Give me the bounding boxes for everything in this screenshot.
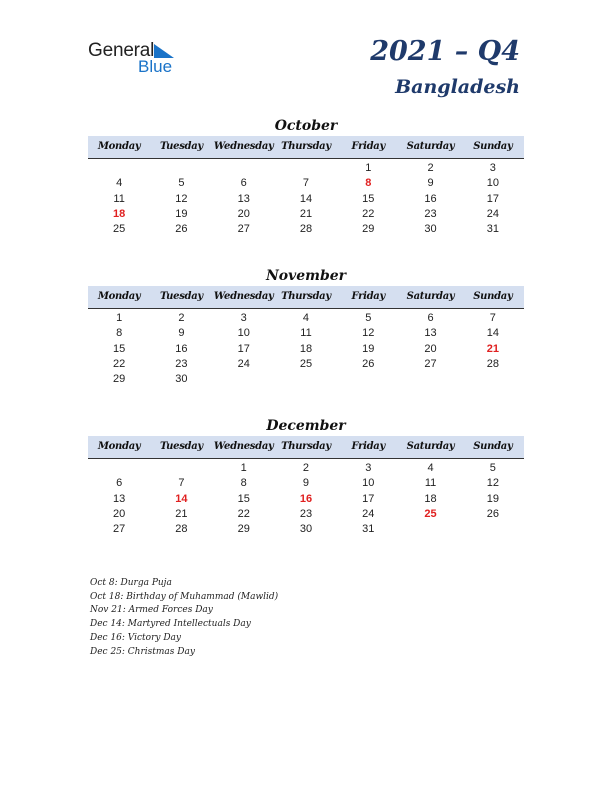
month-december xyxy=(88,416,524,537)
day-cell: 19 xyxy=(362,342,375,355)
day-cell: 30 xyxy=(299,523,313,536)
month-november xyxy=(88,266,524,387)
day-cell: 20 xyxy=(424,342,437,355)
day-cell: 16 xyxy=(175,342,188,355)
empty-day-cell xyxy=(213,372,275,387)
country-subtitle: Bangladesh xyxy=(395,76,520,98)
day-cell: 9 xyxy=(302,477,310,490)
day-cell: 22 xyxy=(113,357,126,370)
month-name: December xyxy=(266,418,346,434)
day-cell: 23 xyxy=(424,207,437,220)
holiday-note: Dec 16: Victory Day xyxy=(90,632,181,643)
weekday-label: Wednesday xyxy=(213,291,274,302)
day-cell: 24 xyxy=(486,207,499,220)
weekday-label: Friday xyxy=(351,441,385,452)
day-cell: 29 xyxy=(237,523,250,536)
day-cell: 17 xyxy=(486,192,499,205)
empty-day-cell xyxy=(150,461,212,476)
empty-day-cell xyxy=(275,161,337,176)
week-row xyxy=(88,176,524,191)
day-cell: 2 xyxy=(178,312,185,324)
day-cell: 7 xyxy=(302,177,310,190)
month-name: November xyxy=(265,268,347,284)
day-cell: 10 xyxy=(362,477,375,490)
weekday-label: Monday xyxy=(97,291,141,302)
day-cell: 3 xyxy=(240,312,247,324)
week-row xyxy=(88,342,524,357)
logo-flag-icon xyxy=(154,44,174,58)
day-cell: 14 xyxy=(299,192,313,205)
weekday-label: Friday xyxy=(351,141,385,152)
weekday-label: Tuesday xyxy=(159,141,203,152)
logo-text-general: General xyxy=(88,40,155,61)
weekday-label: Thursday xyxy=(281,291,331,302)
day-cell: 27 xyxy=(424,357,437,370)
day-cell: 29 xyxy=(113,373,126,386)
day-cell: 3 xyxy=(489,162,496,174)
weekday-label: Sunday xyxy=(473,141,513,152)
day-cell: 6 xyxy=(240,177,247,190)
day-cell: 15 xyxy=(113,342,126,355)
day-cell: 17 xyxy=(362,492,375,505)
day-cell: 5 xyxy=(365,312,372,324)
day-cell: 1 xyxy=(240,462,247,474)
day-cell: 14 xyxy=(486,327,499,340)
day-cell: 27 xyxy=(237,223,250,236)
day-cell: 24 xyxy=(237,357,250,370)
day-cell: 15 xyxy=(362,192,375,205)
day-cell: 5 xyxy=(489,462,496,474)
empty-day-cell xyxy=(150,161,212,176)
day-cell: 19 xyxy=(175,207,188,220)
day-cell: 25 xyxy=(113,223,126,236)
day-cell: 15 xyxy=(237,492,250,505)
empty-day-cell xyxy=(337,372,399,387)
weekday-label: Thursday xyxy=(281,441,331,452)
day-cell: 3 xyxy=(365,462,372,474)
week-row xyxy=(88,207,524,222)
weekday-label: Tuesday xyxy=(159,291,203,302)
day-cell: 4 xyxy=(427,462,434,474)
month-name: October xyxy=(274,118,338,134)
holiday-note: Nov 21: Armed Forces Day xyxy=(90,605,213,616)
day-cell: 13 xyxy=(237,192,250,205)
day-cell: 28 xyxy=(486,357,499,370)
weekday-label: Saturday xyxy=(406,141,455,152)
weekday-label: Saturday xyxy=(406,441,455,452)
page-title: 2021 – Q4 xyxy=(370,36,520,67)
week-row xyxy=(88,492,524,507)
week-row xyxy=(88,326,524,341)
day-cell: 8 xyxy=(240,477,247,490)
day-cell: 9 xyxy=(178,327,185,340)
day-cell: 4 xyxy=(302,312,310,324)
day-cell: 31 xyxy=(486,223,499,236)
day-cell: 29 xyxy=(362,223,375,236)
holiday-note: Dec 14: Martyred Intellectuals Day xyxy=(90,619,251,630)
weekday-label: Monday xyxy=(97,441,141,452)
day-cell: 30 xyxy=(175,373,188,386)
holiday-note: Oct 8: Durga Puja xyxy=(90,578,172,588)
day-cell: 11 xyxy=(424,477,437,490)
day-cell: 14 xyxy=(175,492,188,505)
day-cell: 25 xyxy=(424,507,437,520)
day-cell: 22 xyxy=(237,507,250,520)
day-cell: 19 xyxy=(486,492,499,505)
weekday-label: Monday xyxy=(97,141,141,152)
day-cell: 7 xyxy=(178,477,185,490)
weekday-label: Sunday xyxy=(473,291,513,302)
week-row xyxy=(88,507,524,522)
day-cell: 17 xyxy=(237,342,250,355)
day-cell: 8 xyxy=(365,177,372,190)
day-cell: 20 xyxy=(113,507,126,520)
day-cell: 27 xyxy=(113,523,126,536)
day-cell: 23 xyxy=(175,357,188,370)
day-cell: 12 xyxy=(486,477,499,490)
day-cell: 10 xyxy=(486,177,499,190)
day-cell: 26 xyxy=(362,357,375,370)
day-cell: 26 xyxy=(175,223,188,236)
empty-day-cell xyxy=(275,372,337,387)
week-row xyxy=(88,372,524,387)
day-cell: 18 xyxy=(113,207,126,220)
day-cell: 9 xyxy=(427,177,434,190)
day-cell: 28 xyxy=(299,223,313,236)
week-row xyxy=(88,357,524,372)
day-cell: 31 xyxy=(362,523,375,536)
weekday-label: Tuesday xyxy=(159,441,203,452)
day-cell: 21 xyxy=(486,342,499,355)
weekday-label: Thursday xyxy=(281,141,331,152)
day-cell: 16 xyxy=(424,192,437,205)
weekday-header xyxy=(88,436,524,459)
day-cell: 24 xyxy=(362,507,375,520)
week-row xyxy=(88,522,524,537)
empty-day-cell xyxy=(462,522,524,537)
day-cell: 2 xyxy=(427,162,434,174)
day-cell: 12 xyxy=(362,327,375,340)
day-cell: 1 xyxy=(365,162,372,174)
empty-day-cell xyxy=(399,372,461,387)
day-cell: 11 xyxy=(300,327,312,340)
weekday-label: Friday xyxy=(351,291,385,302)
day-cell: 11 xyxy=(113,192,125,205)
empty-day-cell xyxy=(462,372,524,387)
day-cell: 4 xyxy=(116,177,123,190)
day-cell: 7 xyxy=(489,312,496,324)
day-cell: 18 xyxy=(424,492,437,505)
day-cell: 6 xyxy=(427,312,434,324)
weekday-label: Sunday xyxy=(473,441,513,452)
week-row xyxy=(88,311,524,326)
empty-day-cell xyxy=(88,461,150,476)
day-cell: 25 xyxy=(299,357,313,370)
day-cell: 8 xyxy=(116,327,123,340)
day-cell: 1 xyxy=(116,312,123,324)
day-cell: 21 xyxy=(175,507,188,520)
day-cell: 16 xyxy=(299,492,313,505)
logo xyxy=(88,40,188,76)
empty-day-cell xyxy=(88,161,150,176)
day-cell: 21 xyxy=(299,207,313,220)
day-cell: 18 xyxy=(299,342,313,355)
weekday-header xyxy=(88,286,524,309)
week-row xyxy=(88,161,524,176)
week-row xyxy=(88,461,524,476)
holiday-note: Oct 18: Birthday of Muhammad (Mawlid) xyxy=(90,591,279,602)
weekday-label: Saturday xyxy=(406,291,455,302)
day-cell: 13 xyxy=(424,327,437,340)
day-cell: 23 xyxy=(299,507,313,520)
empty-day-cell xyxy=(213,161,275,176)
day-cell: 22 xyxy=(362,207,375,220)
weekday-label: Wednesday xyxy=(213,141,274,152)
day-cell: 28 xyxy=(175,523,188,536)
weekday-label: Wednesday xyxy=(213,441,274,452)
holiday-note: Dec 25: Christmas Day xyxy=(90,646,195,657)
day-cell: 20 xyxy=(237,207,250,220)
logo-text-blue: Blue xyxy=(138,57,173,76)
day-cell: 12 xyxy=(175,192,188,205)
week-row xyxy=(88,192,524,207)
weekday-header xyxy=(88,136,524,159)
week-row xyxy=(88,222,524,237)
day-cell: 5 xyxy=(178,177,185,190)
day-cell: 2 xyxy=(302,462,310,474)
month-october xyxy=(88,116,524,237)
day-cell: 30 xyxy=(424,223,437,236)
empty-day-cell xyxy=(399,522,461,537)
holiday-notes xyxy=(90,577,278,659)
day-cell: 26 xyxy=(486,507,499,520)
week-row xyxy=(88,476,524,491)
day-cell: 10 xyxy=(237,327,250,340)
day-cell: 13 xyxy=(113,492,126,505)
day-cell: 6 xyxy=(116,477,123,490)
